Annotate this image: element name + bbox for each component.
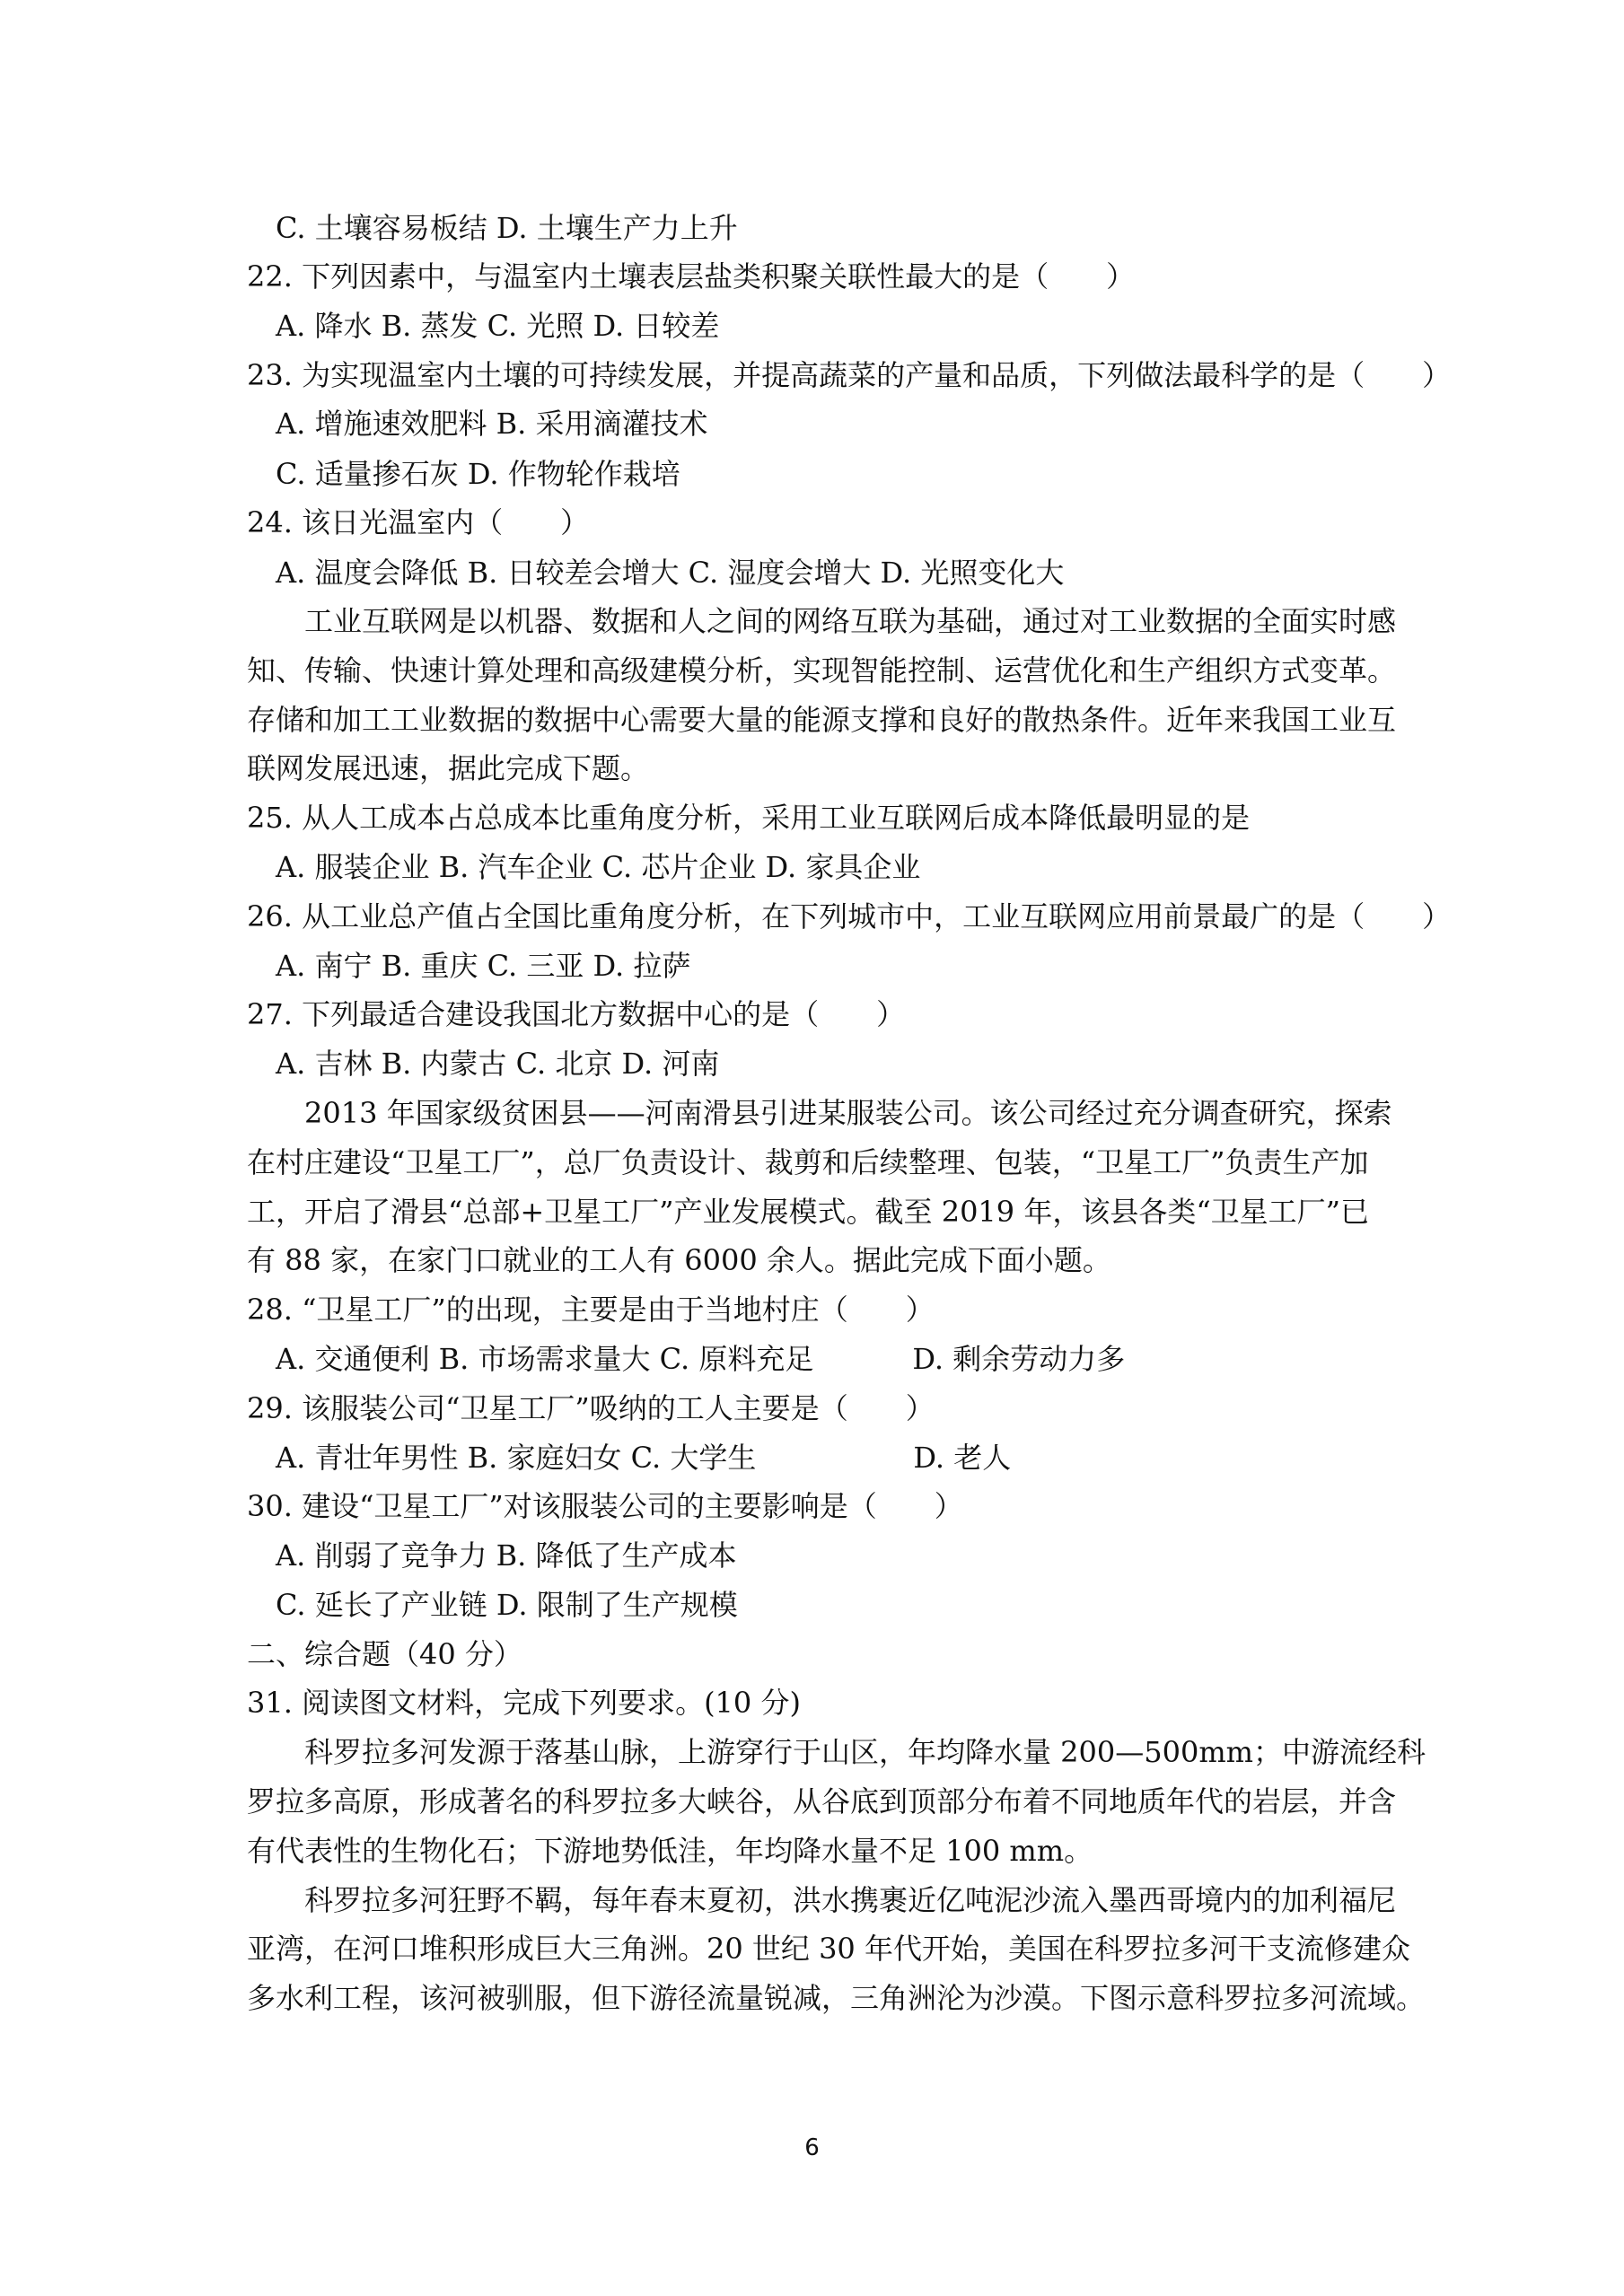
q28-options-abc: A. 交通便利 B. 市场需求量大 C. 原料充足 <box>276 1342 814 1376</box>
q31-stem: 31. 阅读图文材料，完成下列要求。(10 分) <box>247 1686 801 1720</box>
passage-factory-line: 工，开启了滑县“总部+卫星工厂”产业发展模式。截至 2019 年，该县各类“卫星工厂”已 <box>247 1195 1370 1229</box>
passage-factory-line: 有 88 家，在家门口就业的工人有 6000 余人。据此完成下面小题。 <box>247 1243 1111 1277</box>
q24-options: A. 温度会降低 B. 日较差会增大 C. 湿度会增大 D. 光照变化大 <box>276 556 1065 590</box>
q28-option-d: D. 剩余劳动力多 <box>912 1342 1126 1376</box>
q22-options: A. 降水 B. 蒸发 C. 光照 D. 日较差 <box>276 309 720 343</box>
q29-option-d: D. 老人 <box>913 1441 1012 1475</box>
q25-options: A. 服装企业 B. 汽车企业 C. 芯片企业 D. 家具企业 <box>276 850 921 884</box>
passage-internet-line: 存储和加工工业数据的数据中心需要大量的能源支撑和良好的散热条件。近年来我国工业互 <box>247 703 1397 737</box>
passage-colorado-line: 科罗拉多河发源于落基山脉，上游穿行于山区，年均降水量 200—500mm；中游流经科 <box>304 1735 1426 1769</box>
q23-options-ab: A. 增施速效肥料 B. 采用滴灌技术 <box>276 407 708 441</box>
q23-stem: 23. 为实现温室内土壤的可持续发展，并提高蔬菜的产量和品质，下列做法最科学的是（ ） <box>247 358 1452 392</box>
passage-colorado-line: 亚湾，在河口堆积形成巨大三角洲。20 世纪 30 年代开始，美国在科罗拉多河干支流修建众 <box>247 1932 1410 1966</box>
q22-stem: 22. 下列因素中，与温室内土壤表层盐类积聚关联性最大的是（ ） <box>247 259 1136 294</box>
passage-factory-line: 2013 年国家级贫困县——河南滑县引进某服装公司。该公司经过充分调查研究，探索 <box>304 1096 1392 1130</box>
q23-options-cd: C. 适量掺石灰 D. 作物轮作栽培 <box>276 457 680 491</box>
q30-options-ab: A. 削弱了竞争力 B. 降低了生产成本 <box>276 1538 737 1573</box>
q26-stem: 26. 从工业总产值占全国比重角度分析，在下列城市中，工业互联网应用前景最广的是（ ） <box>247 899 1452 933</box>
passage-internet-line: 知、传输、快速计算处理和高级建模分析，实现智能控制、运营优化和生产组织方式变革。 <box>247 653 1397 688</box>
q27-stem: 27. 下列最适合建设我国北方数据中心的是（ ） <box>247 997 906 1031</box>
section2-heading: 二、综合题（40 分） <box>247 1637 522 1671</box>
passage-colorado-line: 有代表性的生物化石；下游地势低洼，年均降水量不足 100 mm。 <box>247 1834 1093 1868</box>
q29-options-abc: A. 青壮年男性 B. 家庭妇女 C. 大学生 <box>276 1441 757 1475</box>
q29-options <box>276 1440 1011 1476</box>
q27-options: A. 吉林 B. 内蒙古 C. 北京 D. 河南 <box>276 1047 720 1081</box>
q26-options: A. 南宁 B. 重庆 C. 三亚 D. 拉萨 <box>276 949 691 983</box>
passage-colorado-line: 多水利工程，该河被驯服，但下游径流量锐减，三角洲沦为沙漠。下图示意科罗拉多河流域。 <box>247 1981 1426 2015</box>
q24-stem: 24. 该日光温室内（ ） <box>247 505 590 539</box>
q25-stem: 25. 从人工成本占总成本比重角度分析，采用工业互联网后成本降低最明显的是 <box>247 801 1251 835</box>
q30-options-cd: C. 延长了产业链 D. 限制了生产规模 <box>276 1588 738 1622</box>
q21-options-cd: C. 土壤容易板结 D. 土壤生产力上升 <box>276 211 738 245</box>
q29-stem: 29. 该服装公司“卫星工厂”吸纳的工人主要是（ ） <box>247 1391 935 1425</box>
passage-factory-line: 在村庄建设“卫星工厂”，总厂负责设计、裁剪和后续整理、包装，“卫星工厂”负责生产加 <box>247 1145 1369 1179</box>
passage-internet-line: 工业互联网是以机器、数据和人之间的网络互联为基础，通过对工业数据的全面实时感 <box>304 604 1397 638</box>
page-number: 6 <box>804 2134 820 2161</box>
q30-stem: 30. 建设“卫星工厂”对该服装公司的主要影响是（ ） <box>247 1489 963 1523</box>
passage-colorado-line: 罗拉多高原，形成著名的科罗拉多大峡谷，从谷底到顶部分布着不同地质年代的岩层，并含 <box>247 1784 1397 1818</box>
passage-colorado-line: 科罗拉多河狂野不羁，每年春末夏初，洪水携裹近亿吨泥沙流入墨西哥境内的加利福尼 <box>304 1883 1397 1917</box>
q28-options <box>276 1341 1125 1377</box>
passage-internet-line: 联网发展迅速，据此完成下题。 <box>247 751 650 785</box>
q28-stem: 28. “卫星工厂”的出现，主要是由于当地村庄（ ） <box>247 1293 935 1327</box>
